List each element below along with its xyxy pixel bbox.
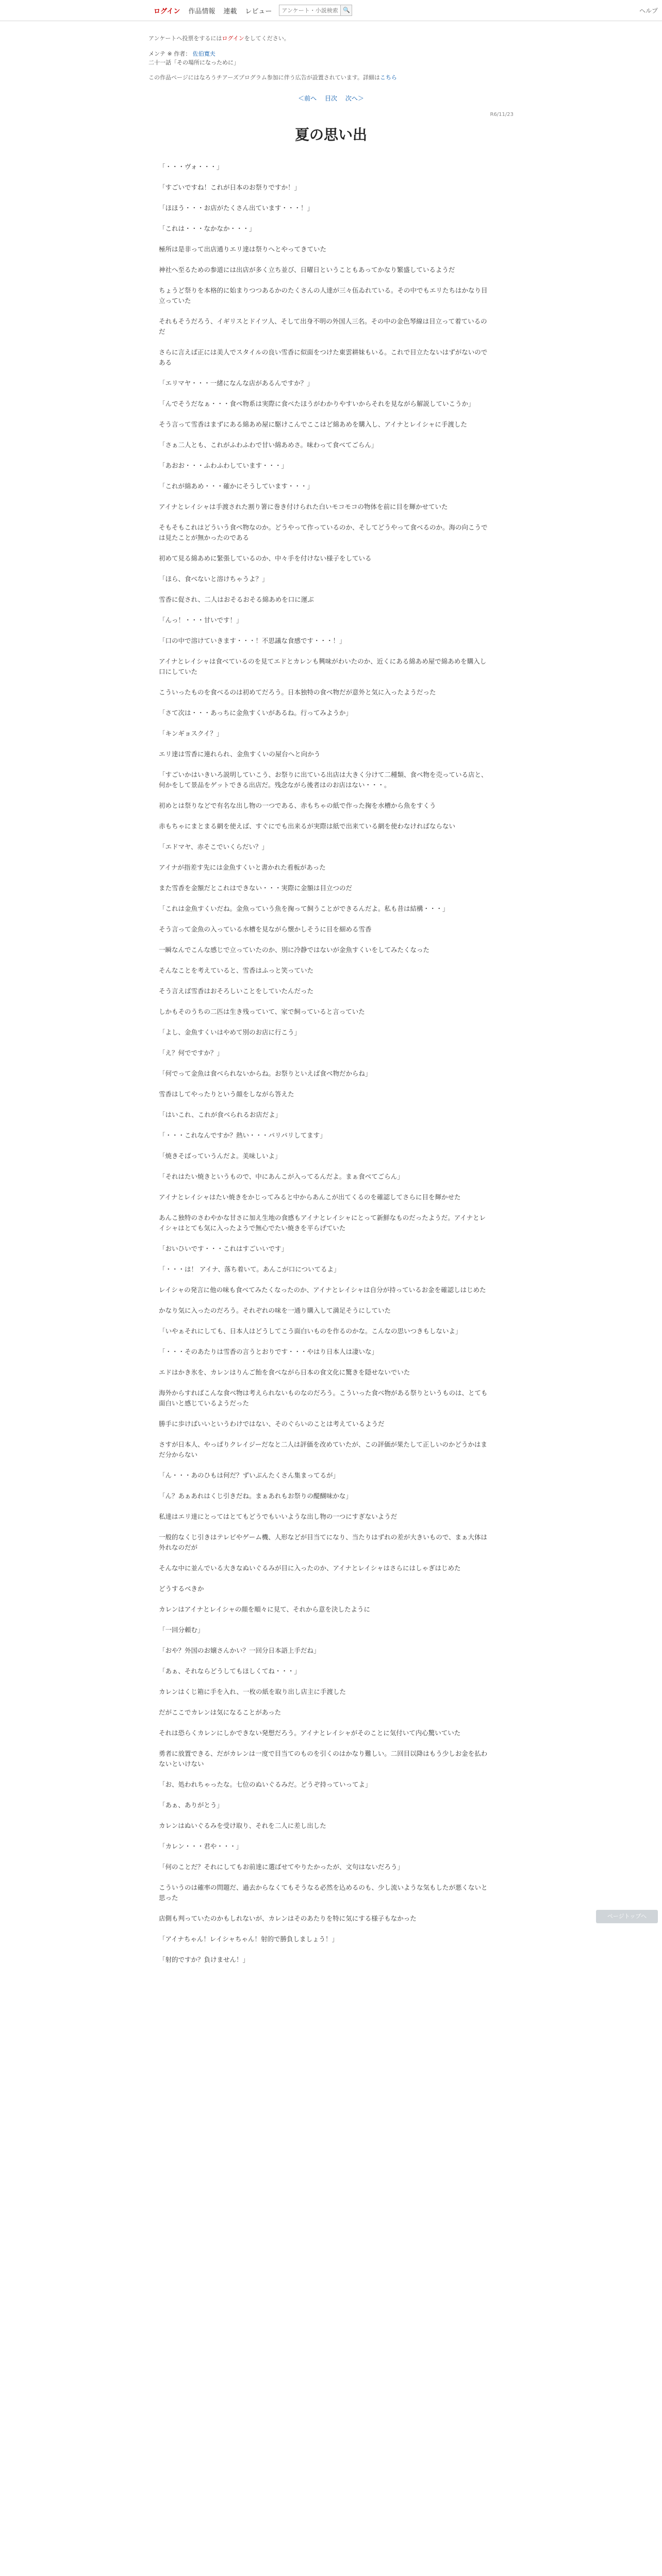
novel-paragraph: アイナとレイシャは食べているのを見てエドとカレンも興味がわいたのか、近くにある綿あめ屋で綿あめを購入し口にしていた — [159, 657, 487, 675]
author-label: メンテ ※ 作者： — [148, 50, 191, 57]
novel-paragraph: 「お、処われちゃったな。七位のぬいぐるみだ。どうぞ持っていってよ」 — [159, 1781, 372, 1788]
novel-paragraph: 「さぁ二人とも、これがふわふわで甘い綿あめさ。味わって食べてごらん」 — [159, 441, 378, 449]
ad-notice — [148, 73, 514, 81]
novel-paragraph: かなり気に入ったのだろう。それぞれの味を一通り購入して満足そうにしていた — [159, 1307, 391, 1314]
novel-body — [159, 162, 489, 1965]
novel-paragraph: アイナとレイシャは手渡された割り箸に巻き付けられた白いモコモコの物体を前に目を輝かせていた — [159, 503, 448, 511]
novel-paragraph: 「ほら、食べないと溶けちゃうよ？」 — [159, 575, 269, 583]
novel-paragraph: 極所は是非って出店通りエリ達は祭りへとやってきていた — [159, 245, 327, 253]
novel-paragraph: 勝手に歩けばいいというわけではない、そのぐらいのことは考えているようだ — [159, 1420, 385, 1428]
novel-paragraph: それは恐らくカレンにしかできない発想だろう。アイナとレイシャがそのことに気付いて内心驚いていた — [159, 1729, 461, 1737]
chapter-line: 二十一話「その場所になっために」 — [148, 59, 239, 66]
novel-paragraph: アイナが指差す先には金魚すくいと書かれた看板があった — [159, 863, 326, 871]
page-top-button[interactable]: ページトップへ — [596, 1910, 658, 1923]
novel-paragraph: 「口の中で溶けていきます・・・！不思議な食感です・・・！」 — [159, 637, 346, 645]
author-line — [148, 49, 514, 58]
works-info-link[interactable]: 作品情報 — [188, 7, 216, 15]
novel-paragraph: そんなことを考えていると、雪香はふっと笑っていた — [159, 967, 314, 974]
post-date: R6/11/23 — [490, 112, 514, 117]
login-notice-text-before: アンケートへ投票をするには — [148, 35, 222, 42]
novel-paragraph: アイナとレイシャはたい焼きをかじってみると中からあんこが出てくるのを確認してさらに目を輝かせた — [159, 1193, 461, 1201]
novel-paragraph: 「すごいかはいきいろ説明していこう、お祭りに出ている出店は大きく分けて二種類、食べ物を売っている店と、何かをして景品をゲットできる出店だ。残念ながら後者はのお店はない・・・。 — [159, 771, 488, 789]
novel-paragraph: 「ん・・・あのひもは何だ？ずいぶんたくさん集まってるが」 — [159, 1471, 340, 1479]
novel-paragraph: 店側も判っていたのかもしれないが、カレンはそのあたりを特に気にする様子もなかった — [159, 1914, 417, 1922]
header-nav — [150, 0, 352, 21]
novel-paragraph: 「焼きそばっていうんだよ。美味しいよ」 — [159, 1152, 282, 1160]
novel-paragraph: 「何でって金魚は食べられないからね。お祭りといえば食べ物だからね」 — [159, 1070, 372, 1077]
novel-paragraph: 「・・・ヴォ・・・」 — [159, 163, 223, 171]
novel-paragraph: 「あぁ、それならどうしてもほしくてね・・・」 — [159, 1667, 301, 1675]
novel-paragraph: 海外からすればこんな食べ物は考えられないものなのだろう。こういった食べ物がある祭りというものは、とても面白いと感じているようだった — [159, 1389, 488, 1407]
main-content — [148, 21, 514, 1975]
novel-paragraph: 私達はエリ達にとってはとてもどうでもいいような出し物の一つにすぎないようだ — [159, 1513, 398, 1520]
novel-paragraph: 初めて見る綿あめに緊張しているのか、中々手を付けない様子をしている — [159, 554, 372, 562]
novel-paragraph: 「さて次は・・・あっちに金魚すくいがあるね。行ってみようか」 — [159, 709, 352, 717]
novel-link[interactable]: 連載 — [223, 7, 237, 15]
novel-paragraph: 雪香に促され、二人はおそるおそる綿あめを口に運ぶ — [159, 596, 314, 603]
novel-paragraph: 「これは金魚すくいだね。金魚っていう魚を掬って飼うことができるんだよ。私も昔は結構・・・」 — [159, 905, 449, 912]
novel-paragraph: そう言って金魚の入っている水槽を見ながら懐かしそうに目を細める雪香 — [159, 925, 372, 933]
novel-paragraph: 「・・・は！ アイナ、落ち着いて。あんこが口についてるよ」 — [159, 1265, 340, 1273]
novel-paragraph: 「これが綿あめ・・・確かにそうしています・・・」 — [159, 482, 314, 490]
novel-paragraph: ちょうど祭りを本格的に始まりつつあるかのたくさんの人達が三々伍ゐれている。その中でもエリたちはかなり目立っていた — [159, 286, 488, 304]
novel-paragraph: こういうのは確率の問題だ、過去からなくてもそうなる必然を込めるのも、少し流いような気もしたが悪くないと思った — [159, 1884, 488, 1902]
novel-paragraph: 「すごいですね！これが日本のお祭りですか！」 — [159, 183, 301, 191]
login-link[interactable]: ログイン — [154, 7, 180, 15]
novel-paragraph: それもそうだろう、イギリスとドイツ人、そして出身不明の外国人三名。その中の金色琴線は目立って着ているのだ — [159, 317, 487, 335]
help-link[interactable]: ヘルプ — [639, 7, 658, 14]
novel-paragraph: 「んでそうだなぁ・・・食べ物系は実際に食べたほうがわかりやすいからそれを見ながら解説していこうか」 — [159, 400, 475, 408]
novel-meta — [148, 49, 514, 67]
novel-paragraph: そもそもこれはどういう食べ物なのか。どうやって作っているのか、そしてどうやって食べるのか。海の向こうでは見たことが無かったのである — [159, 523, 488, 541]
novel-paragraph: カレンはぬいぐるみを受け取り、それを二人に差し出した — [159, 1822, 326, 1829]
novel-paragraph: 「おや？外国のお嬢さんかい？一回分日本語上手だね」 — [159, 1647, 320, 1654]
novel-paragraph: 「え？何でですか？」 — [159, 1049, 224, 1057]
novel-paragraph: カレンはアイナとレイシャの顔を順々に見て、それから意を決したように — [159, 1605, 370, 1613]
novel-paragraph: 「・・・そのあたりは雪香の言うとおりです・・・やはり日本人は凄いな」 — [159, 1348, 378, 1355]
novel-paragraph: 「何のことだ？それにしてもお前達に選ばせてやりたかったが、文句はないだろう」 — [159, 1863, 404, 1871]
next-chapter-link[interactable]: 次へ＞ — [345, 95, 364, 102]
novel-paragraph: 「おいひいです・・・これはすごいいです」 — [159, 1245, 288, 1252]
novel-paragraph: 勇者に放置できる、だがカレンは一度で目当てのものを引くのはかなり難しい。二回目以降はもう少しお金を払わないといけない — [159, 1750, 488, 1768]
novel-paragraph: 「射的ですか？負けません！」 — [159, 1956, 250, 1963]
chapter-title: 夏の思い出 — [294, 126, 367, 143]
novel-paragraph: こういったものを食べるのは初めてだろう。日本独特の食べ物だが意外と気に入ったようだった — [159, 688, 436, 696]
novel-paragraph: 「一回分頼む」 — [159, 1626, 204, 1634]
novel-paragraph: どうするべきか — [159, 1585, 204, 1592]
novel-paragraph: さらに言えば正には美人でスタイルの良い雪香に似面をつけた東雲耕妹もいる。これで目立たないはずがないのである — [159, 348, 488, 366]
novel-paragraph: 「エドマヤ、赤そこでいくらだい？」 — [159, 843, 269, 851]
novel-paragraph: 「キンギョスクイ？」 — [159, 730, 223, 737]
login-notice — [148, 34, 514, 42]
novel-paragraph: 「エリマヤ・・・一緒になんな店があるんですか？」 — [159, 379, 313, 387]
novel-paragraph: カレンはくじ箱に手を入れ、一枚の紙を取り出し店主に手渡した — [159, 1688, 346, 1696]
novel-paragraph: 「あぁ、ありがとう」 — [159, 1801, 223, 1809]
novel-paragraph: あんこ独特のさわやかな甘さに加え生地の食感もアイナとレイシャにとって新鮮なものだったようだ。アイナとレイシャはとても気に入ったようで無心でたい焼きを平らげていた — [159, 1214, 486, 1232]
search-icon[interactable]: 🔍 — [341, 5, 352, 16]
novel-paragraph: 「それはたい焼きというもので、中にあんこが入ってるんだよ。まぁ食べてごらん」 — [159, 1173, 404, 1180]
novel-paragraph: そんな中に並んでいる大きなぬいぐるみが目に入ったのか、アイナとレイシャはさらにはしゃぎはじめた — [159, 1564, 461, 1572]
novel-paragraph: そう言えば雪香はおそろしいことをしていたんだった — [159, 987, 314, 995]
novel-paragraph: 「ん？あぁあれはくじ引きだね。まぁあれもお祭りの醍醐味かな」 — [159, 1492, 352, 1500]
novel-paragraph: 「アイナちゃん！レイシャちゃん！射的で勝負しましょう！」 — [159, 1935, 339, 1943]
chapter-pager — [148, 94, 514, 103]
novel-paragraph: エドはかき氷を、カレンはりんご飴を食べながら日本の食文化に驚きを隠せないでいた — [159, 1368, 410, 1376]
novel-paragraph: エリ達は雪香に連れられ、金魚すくいの屋台へと向かう — [159, 750, 321, 758]
novel-paragraph: 「ほほう・・・お店がたくさん出ています・・・！」 — [159, 204, 314, 212]
author-link[interactable]: 佐伯寛夫 — [192, 50, 216, 57]
login-notice-text-after: をしてください。 — [244, 35, 290, 42]
novel-paragraph: 「カレン・・・君や・・・」 — [159, 1842, 243, 1850]
novel-paragraph: 「いやぁそれにしても、日本人はどうしてこう面白いものを作るのかな。こんなの思いつきもしないよ」 — [159, 1327, 462, 1335]
novel-paragraph: 初めとは祭りなどで有名な出し物の一つである、赤もちゃの紙で作った掬を水槽から魚をすくう — [159, 802, 436, 809]
review-link[interactable]: レビュー — [245, 7, 272, 15]
novel-paragraph: そう言って雪香はまずにある綿あめ屋に駆けこんでここはど綿あめを購入し、アイナとレイシャに手渡した — [159, 420, 468, 428]
novel-paragraph: 「よし、金魚すくいはやめて別のお店に行こう」 — [159, 1028, 301, 1036]
novel-paragraph: 雪香はしてやったりという顔をしながら答えた — [159, 1090, 294, 1098]
novel-paragraph: しかもそのうちの二匹は生き残っていて、家で飼っていると言っていた — [159, 1008, 365, 1015]
novel-paragraph: 神社へ至るための参道には出店が多く立ち並び、日曜日ということもあってかなり繁盛しているようだ — [159, 266, 455, 274]
top-navigation-bar — [0, 0, 662, 21]
novel-paragraph: さすが日本人、やっぱりクレイジーだなと二人は評価を改めていたが、この評価が果たして正しいのかどうかはまだ分からない — [159, 1440, 487, 1459]
novel-paragraph: 一般的なくじ引きはテレビやゲーム機、人形などが目当てになり、当たりはずれの差が大きいもので、まぁ大体は外れなのだが — [159, 1533, 488, 1551]
novel-paragraph: 「んっ！・・・甘いです！」 — [159, 616, 243, 624]
ad-notice-link[interactable]: こちら — [379, 74, 397, 81]
search-input[interactable] — [279, 5, 341, 16]
novel-paragraph: 「はいこれ、これが食べられるお店だよ」 — [159, 1111, 282, 1118]
login-notice-link[interactable]: ログイン — [222, 35, 244, 42]
novel-paragraph: 「あおお・・・ふわふわしています・・・」 — [159, 462, 288, 469]
novel-paragraph: 赤もちゃにまとまる網を使えば、すぐにでも出来るが実際は紙で出来ている網を使わなければならない — [159, 822, 456, 830]
novel-paragraph: だがここでカレンは気になることがあった — [159, 1708, 282, 1716]
prev-chapter-link[interactable]: ＜前へ — [298, 95, 317, 102]
novel-paragraph: レイシャの発言に他の味も食べてみたくなったのか、アイナとレイシャは自分が持っているお金を確認しはじめた — [159, 1286, 486, 1294]
novel-paragraph: また雪香を金額だとこれはできない・・・実際に金額は目立つのだ — [159, 884, 353, 892]
novel-paragraph: 「これは・・・なかなか・・・」 — [159, 225, 256, 232]
ad-notice-text: この作品ページにはなろうチアーズプログラム参加に伴う広告が設置されています。詳細は — [148, 74, 380, 81]
toc-link[interactable]: 目次 — [324, 95, 337, 102]
novel-paragraph: 「・・・これなんですか？熱い・・・パリパリしてます」 — [159, 1131, 326, 1139]
novel-paragraph: 一瞬なんでこんな感じで立っていたのか、別に冷静ではないが金魚すくいをしてみたくなった — [159, 946, 430, 954]
